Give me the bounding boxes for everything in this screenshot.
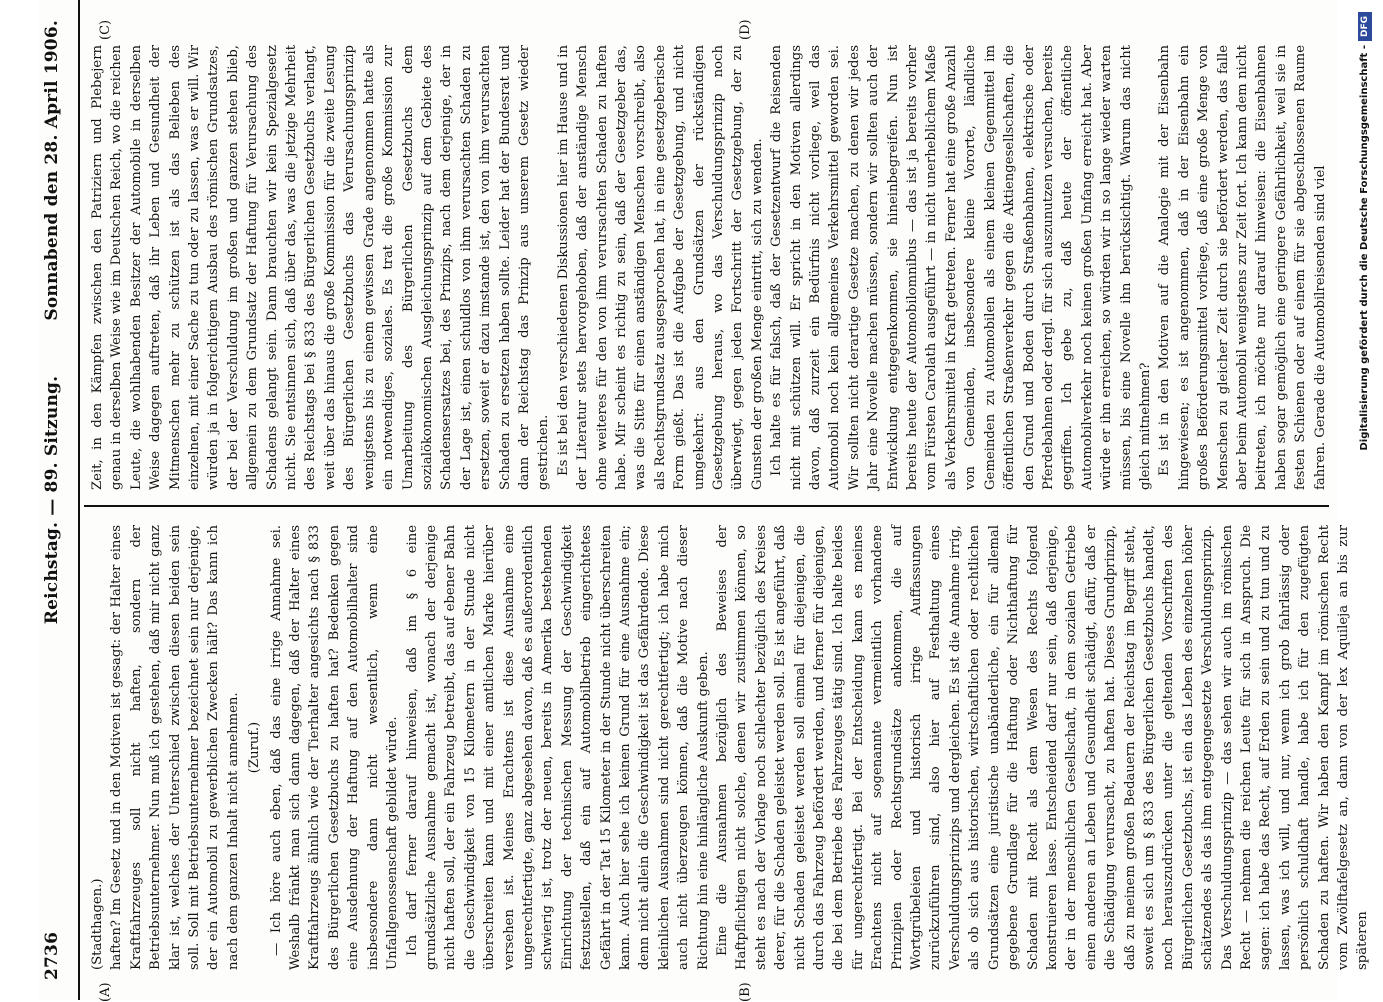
interjection: (Zuruf.)	[247, 721, 263, 774]
page-number: 2736	[42, 931, 62, 980]
header-date: Sonnabend den 28. April 1906.	[42, 20, 62, 321]
paragraph: haften? Im Gesetz und in den Motiven ist gesagt: der Halter eines Kraftfahrzeuges soll nicht haften, sondern der Betriebsunternehmer. Nun muß ich gestehen, daß mir nicht ganz klar ist, welches der Unterschied zwischen diesen beiden sein soll. Soll mit Betriebsunternehmer bezeichnet sein nur derjenige, der ein Automobil zu gewerblichen Zwecken hält? Das kann ich nach dem ganzen Inhalt nicht annehmen.	[109, 525, 241, 970]
paragraph: Eine die Ausnahmen bezüglich des Beweises der Haftpflichtigen nicht solche, denen wir zustimmen können, so steht es nach der Vorlage noch schlechter bezüglich des Kreises derer, für die Schaden geleistet werden soll. Es ist angeführt, daß nicht Schaden geleistet werden soll einmal für diejenigen, die durch das Fahrzeug befördert werden, und ferner für diejenigen, die bei dem Betriebe des Fahrzeuges tätig sind. Ich halte beides für ungerechtfertigt. Bei der Entscheidung kann es meines Erachtens nicht auf sogenannte vermeintlich vorhandene Prinzipien oder Rechtsgrundsätze ankommen, die auf Wortgrübeleien und historisch irrige Auffassungen zurückzuführen sind, also hier auf Festhaltung eines Verschuldungsprinzips und dergleichen. Es ist die Annahme irrig, als ob sich aus historischen, wirtschaftlichen oder rechtlichen Grundsätzen eine juristische unabänderliche, ein für allemal gegebene Grundlage für die Haftung oder Nichthaftung für Schaden mit Recht als dem Wesen des Rechts folgend konstruieren lasse. Entscheidend darf nur sein, daß derjenige, der in der menschlichen Gesellschaft, in dem sozialen Getriebe einen anderen an Leben und Gesundheit schädigt, dafür, daß er die Schädigung verursacht, zu haften hat. Dieses Grundprinzip, daß zu meinem großen Bedauern der Reichstag im Begriff steht, soweit es sich um § 833 des Bürgerlichen Gesetzbuchs handelt, noch herauszudrücken unter die geltenden Vorschriften des Bürgerlichen Gesetzbuchs, ist ein das Leben des einzelnen höher schätzendes als das ihm entgegengesetzte Verschuldungsprinzip. Das Verschuldungsprinzip — das sehen wir auch im römischen Recht — nehmen die reichen Leute für sich in Anspruch. Die sagen: ich habe das Recht, auf Erden zu sein und zu tun und zu lassen, was ich will, und nur, wenn ich grob fahrlässig oder persönlich schuldhaft handle, habe ich für den zugefügten Schaden zu haften. Wir haben den Kampf im römischen Recht vom Zwölftafelgesetz an, dann von der lex Aquileja an bis zur späteren	[715, 525, 1371, 970]
speaker-label: (Stadthagen.)	[90, 878, 105, 970]
left-text-column	[88, 525, 1371, 970]
paragraph: Zeit, in den Kämpfen zwischen den Patriziern und Plebejern genau in derselben Weise wie im Deutschen Reich, wo die reichen Leute, die wohlhabenden Besitzer der Automobile in derselben Weise dagegen auftreten, daß ihr Leben und Gesundheit der Mitmenschen mehr zu schützen ist als das Belieben des einzelnen, mit einer Sache zu tun oder zu lassen, was er will. Wir würden ja in folgerichtigem Ausbau des römischen Grundsatzes, der bei der Verschuldung im großen und ganzen stehen blieb, allgemein zu dem Grundsatz der Haftung für Verursachung des Schadens gelangt sein. Dann brauchten wir kein Spezialgesetz nicht. Sie entsinnen sich, daß über das, was die jetzige Mehrheit des Reichstags bei § 833 des Bürgerlichen Gesetzbuchs verlangt, weit über das hinaus die große Kommission für die zweite Lesung des Bürgerlichen Gesetzbuchs das Verursachungsprinzip wenigstens bis zu einem gewissen Grade angenommen hatte als ein notwendiges, soziales. Es trat die große Kommission zur Umarbeitung des Bürgerlichen Gesetzbuchs dem sozialökonomischen Ausgleichungsprinzip auf dem Gebiete des Schadensersatzes bei, des Prinzips, nach dem derjenige, der in der Lage ist, einen schuldlos von ihm verursachten Schaden zu ersetzen, soweit er dazu imstande ist, den von ihm verursachten Schaden zu ersetzen haben sollte. Leider hat der Bundesrat und dann der Reichstag das Prinzip aus unserem Gesetz wieder gestrichen.	[90, 45, 552, 490]
paragraph: — Ich höre auch eben, daß das eine irrige Annahme sei. Weshalb fränkt man sich dann dagegen, daß der Halter eines Kraftfahrzeugs ähnlich wie der Tierhalter angesichts nach § 833 des Bürgerlichen Gesetzbuchs zu haften hat? Bedenken gegen eine Ausdehnung der Haftung auf den Automobilhalter sind insbesondere dann nicht wesentlich, wenn eine Unfallgenossenschaft gebildet würde.	[268, 525, 401, 970]
column-divider	[84, 505, 1329, 507]
right-text-column	[88, 45, 1328, 490]
paragraph: Es ist bei den verschiedenen Diskussionen hier im Hause und in der Literatur stets hervorgehoben, daß der anständige Mensch ohne weiteres für den von ihm verursachten Schaden zu haften habe. Mir scheint es richtig zu sein, daß der Gesetzgeber das, was die Sitte für einen anständigen Menschen vorschreibt, also als Rechtsgrundsatz ausgesprochen hat, in eine gesetzgeberische Form gießt. Das ist die Aufgabe der Gesetzgebung, und nicht umgekehrt: aus den Grundsätzen der rückständigen Gesetzgebung heraus, wo das Verschuldungsprinzip noch überwiegt, gegen jeden Fortschritt der Gesetzgebung, der zu Gunsten der großen Menge eintritt, sich zu wenden.	[555, 45, 765, 490]
digitization-credit	[1355, 12, 1375, 988]
paragraph: Es ist in den Motiven auf die Analogie mit der Eisenbahn hingewiesen; es ist angenommen, daß in der Eisenbahn ein großes Beförderungsmittel vorliege, daß eine große Menge von Menschen zu gleicher Zeit durch sie befördert werden, das falle aber beim Automobil wenigstens zur Zeit fort. Ich kann dem nicht beitreten, ich möchte nur darauf hinweisen: die Eisenbahnen haben sogar gemöglich eine geringere Gefährlichkeit, weil sie in festen Schienen oder auf einem für sie abgeschlossenen Raume fahren. Gerade die Automobilreisenden sind viel	[1157, 45, 1328, 490]
credit-text: Digitalisierung gefördert durch die Deutsche Forschungsgemeinschaft -	[1359, 45, 1370, 451]
header-title: Reichstag. — 89. Sitzung.	[42, 375, 62, 625]
margin-marker-a: (A)	[98, 982, 113, 1002]
dfg-logo: DFG	[1358, 12, 1372, 41]
header-rule	[78, 0, 80, 1000]
margin-marker-c: (C)	[98, 19, 113, 40]
paragraph: Ich darf ferner darauf hinweisen, daß im § 6 eine grundsätzliche Ausnahme gemacht ist, wonach der derjenige nicht haften soll, der ein Fahrzeug betreibt, das auf ebener Bahn die Geschwindigkeit von 15 Kilometern in der Stunde nicht überschreiten kann und mit einer amtlichen Marke hierüber versehen ist. Meines Erachtens ist diese Ausnahme eine ungerechtfertigte, ganz abgesehen davon, daß es außerordentlich schwierig ist, trotz der neuen, bereits in Amerika bestehenden Einrichtung der technischen Messung der Geschwindigkeit festzustellen, daß ein auf Automobilbetrieb eingerichtetes Gefährt in der Tat 15 Kilometer in der Stunde nicht überschreiten kann. Auch hier sehe ich keinen Grund für eine Ausnahme ein; denn nicht allein die Geschwindigkeit ist das Gefährdende. Diese kleinlichen Ausnahmen sind nicht gerechtfertigt; ich habe mich auch nicht überzeugen können, daß die Motive nach dieser Richtung hin eine hinlängliche Auskunft geben.	[404, 525, 711, 970]
margin-marker-d: (D)	[738, 19, 753, 40]
paragraph: Ich halte es für falsch, daß der Gesetzentwurf die Reisenden nicht mit schützen will. Er spricht in den Motiven allerdings davon, daß zurzeit ein Bedürfnis nicht vorliege, weil das Automobil noch kein allgemeines Verkehrsmittel geworden sei. Wir sollten nicht derartige Gesetze machen, zu denen wir jedes Jahr eine Novelle machen müssen, sondern wir sollten auch der Entwicklung entgegenkommen, sie hineinbegreifen. Nun ist bereits heute der Automobilomnibus — das ist ja bereits vorher vom Fürsten Carolath ausgeführt — in nicht unerheblichem Maße als Verkehrsmittel in Kraft getreten. Ferner hat eine große Anzahl von Gemeinden, insbesondere kleine Vororte, ländliche Gemeinden zu Automobilen als einem kleinen Gegenmittel im öffentlichen Straßenverkehr gegen die Aktiengesellschaften, die den Grund und Boden durch Straßenbahnen, elektrische oder Pferdebahnen oder dergl. für sich auszunutzen versuchen, bereits gegriffen. Ich gebe zu, daß heute der öffentliche Automobilverkehr noch keinen großen Umfang erreicht hat. Aber würde er ihn erreichen, so würden wir in so lange wieder warten müssen, bis eine Novelle ihn berücksichtigt. Warum das nicht gleich mitnehmen?	[769, 45, 1153, 490]
page-header	[38, 20, 74, 980]
margin-marker-b: (B)	[738, 982, 753, 1002]
